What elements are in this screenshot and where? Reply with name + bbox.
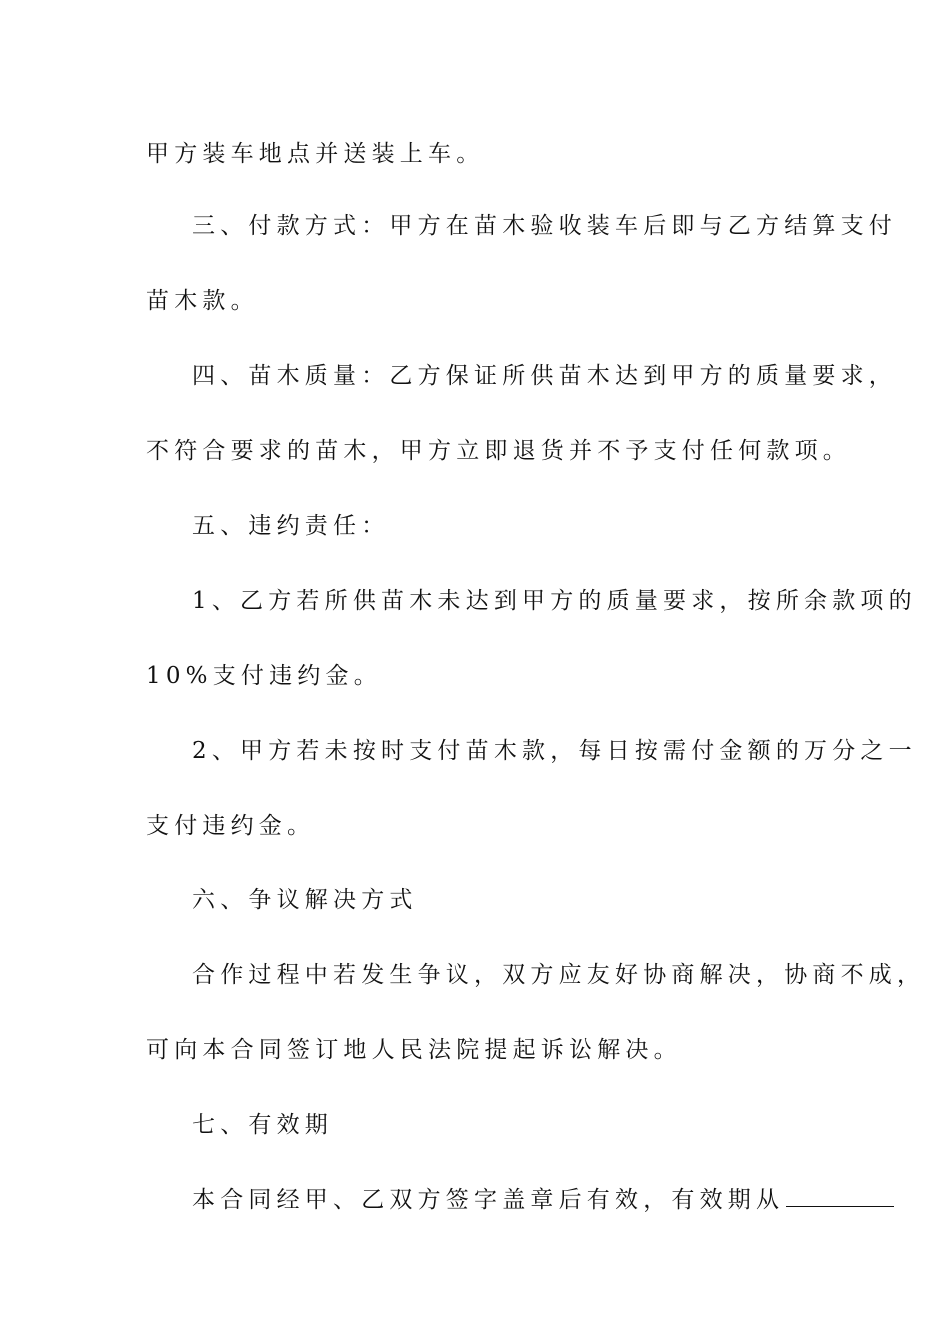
paragraph-text: 本合同经甲、乙双方签字盖章后有效，有效期从	[192, 1187, 785, 1213]
paragraph-line: 合作过程中若发生争议，双方应友好协商解决，协商不成，	[192, 962, 926, 988]
blank-underline	[786, 1186, 894, 1207]
paragraph-line: 10%支付违约金。	[146, 663, 382, 689]
paragraph-line: 甲方装车地点并送装上车。	[146, 141, 485, 167]
section-heading-payment: 三、付款方式：甲方在苗木验收装车后即与乙方结算支付	[192, 213, 897, 239]
paragraph-line: 苗木款。	[146, 288, 259, 314]
paragraph-line: 不符合要求的苗木，甲方立即退货并不予支付任何款项。	[146, 438, 851, 464]
validity-line	[192, 1185, 862, 1215]
section-heading-dispute: 六、争议解决方式	[192, 887, 418, 913]
section-heading-liability: 五、违约责任：	[192, 513, 390, 539]
section-heading-quality: 四、苗木质量：乙方保证所供苗木达到甲方的质量要求，	[192, 363, 897, 389]
paragraph-line: 支付违约金。	[146, 813, 316, 839]
clause-item-2: 2、甲方若未按时支付苗木款，每日按需付金额的万分之一	[192, 738, 917, 764]
paragraph-line: 可向本合同签订地人民法院提起诉讼解决。	[146, 1037, 682, 1063]
section-heading-validity: 七、有效期	[192, 1112, 333, 1138]
clause-item-1: 1、乙方若所供苗木未达到甲方的质量要求，按所余款项的	[192, 588, 917, 614]
